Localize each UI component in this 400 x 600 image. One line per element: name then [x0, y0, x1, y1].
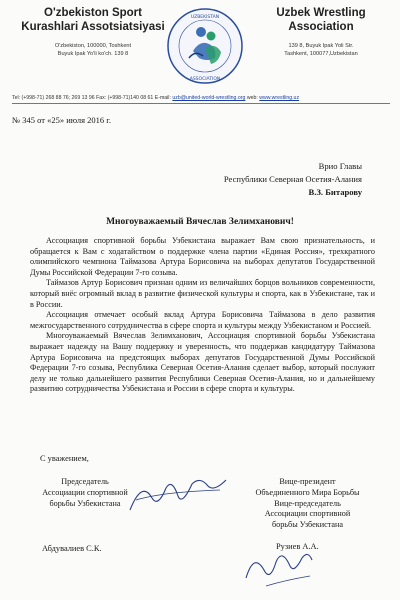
- signer-right-name: Рузиев А.А.: [276, 542, 319, 551]
- addressee-title: Врио Главы: [318, 161, 362, 171]
- web-label: web:: [246, 95, 258, 101]
- org-name-uz-line2: Kurashlari Assotsiatsiyasi: [21, 21, 165, 33]
- reference-number: № 345 от «25» июля 2016 г.: [12, 115, 111, 125]
- signer-right-line1: Вице-президент: [279, 477, 336, 486]
- paragraph-2: Таймазов Артур Борисович признан одним из величайших борцов вольников современности, который внёс огромный вклад в развитие физической культуры и спорта, как в Узбекистане, так и в России.: [30, 278, 375, 309]
- signer-left-line1: Председатель: [61, 477, 109, 486]
- association-logo: [165, 6, 245, 86]
- signer-left-line3: борьбы Узбекистана: [49, 498, 121, 508]
- signer-right-line2: Объединенного Мира Борьбы: [255, 487, 360, 497]
- addressee-region: Республики Северная Осетия-Алания: [223, 174, 362, 184]
- letter-body: [30, 236, 375, 395]
- signer-right-position: [240, 477, 375, 531]
- addressee-name: В.З. Битарову: [308, 187, 362, 197]
- signer-right-line3: Вице-председатель: [274, 498, 341, 508]
- address-uz-line1: O'zbekiston, 100000, Toshkent: [54, 43, 132, 49]
- salutation: Многоуважаемый Вячеслав Зелимханович!: [106, 217, 294, 227]
- org-name-en-line2: Association: [288, 21, 354, 33]
- org-name-uz-line1: O'zbekiston Sport: [44, 7, 142, 19]
- handwritten-signature-right: [236, 540, 316, 590]
- letterhead-divider: [12, 103, 390, 104]
- letterhead-left: [18, 6, 168, 58]
- svg-text:UZBEKISTAN: UZBEKISTAN: [190, 15, 220, 20]
- email-link[interactable]: uzb@united-world-wrestling.org: [172, 95, 246, 101]
- address-en-line2: Tashkent, 100077,Uzbekistan: [284, 51, 358, 57]
- signer-right-line5: борьбы Узбекистана: [271, 520, 344, 530]
- address-uz: [18, 42, 168, 58]
- contact-line: [12, 95, 392, 101]
- address-en: [246, 42, 396, 58]
- closing: С уважением,: [40, 454, 89, 463]
- handwritten-signature-left: [122, 470, 232, 520]
- website-link[interactable]: www.wrestling.uz: [259, 95, 300, 101]
- letterhead-right: [246, 6, 396, 58]
- signer-right-line4: Ассоциации спортивной: [264, 509, 351, 519]
- address-en-line1: 139 8, Buyuk Ipak Yoli Str.: [288, 43, 354, 49]
- signer-left-name: Абдувалиев С.К.: [42, 544, 102, 553]
- paragraph-1: Ассоциация спортивной борьбы Узбекистана выражает Вам свою признательность, и обращается к Вам с ходатайством о поддержке члена партии «Единая Россия», трехкратного олимпийского чемпиона Таймазова Артура Борисовича на выборах депутатов Государственной Думы Российской Федерации 7-го созыва.: [30, 236, 375, 277]
- addressee-block: [162, 160, 362, 199]
- paragraph-4: Многоуважаемый Вячеслав Зелимханович, Ассоциация спортивной борьбы Узбекистана выражает надежду на Вашу поддержку и уверенность, что поддержав кандидатуру Таймазова Артура Борисовича на предстоящих выборах депутатов Государственной Думы Российской Федерации 7-го созыва, Республика Северная Осетия-Алания сделает выбор, который послужит делу не только дальнейшего развития Республики Северная Осетия-Алания, но и дальнейшему развитию сотрудничества Узбекистана и России в сфере спорта и культуры.: [30, 331, 375, 394]
- phone-fax-text: Tel: (+998-71) 268 88 76; 269 13 96 Fax: (+998-71)140 08 61 E-mail:: [12, 95, 173, 101]
- paragraph-3: Ассоциация отмечает особый вклад Артура Борисовича Таймазова в дело развития межгосударственного сотрудничества в сфере спорта и культуры между Узбекистаном и Россией.: [30, 310, 375, 330]
- svg-text:ASSOCIATION: ASSOCIATION: [189, 77, 221, 82]
- address-uz-line2: Buyuk Ipak Yo'li ko'ch. 139 8: [57, 51, 129, 57]
- org-name-en-line1: Uzbek Wrestling: [276, 7, 366, 19]
- signer-left-line2: Ассоциации спортивной: [42, 487, 128, 497]
